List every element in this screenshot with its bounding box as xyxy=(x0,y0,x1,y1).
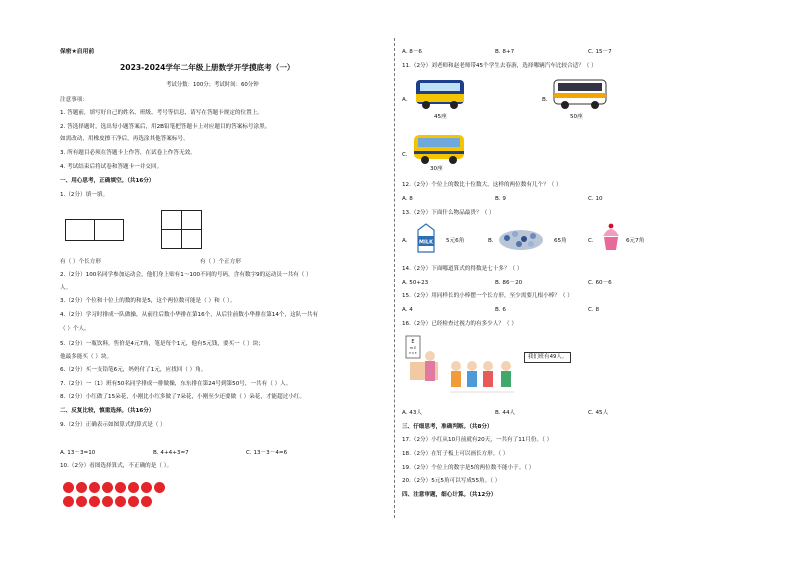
exam-meta: 考试分数：100分；考试时间：60分钟 xyxy=(166,82,259,88)
bus-a-icon xyxy=(414,76,466,110)
q14-option-a: A. 50+23 xyxy=(402,280,429,286)
secret-label: 保密★启用前 xyxy=(60,49,95,55)
price-c: 6元7角 xyxy=(626,238,645,244)
q15-option-a: A. 4 xyxy=(402,307,413,313)
question-7: 7.（2分）一（1）班有50名同学排成一排做操，东东排在第24号到第50号，一共有（ ）人。 xyxy=(60,381,292,387)
question-12: 12.（2分）个位上的数比十位数大，这样的两位数有几个？（ ） xyxy=(402,182,562,188)
q1-blank-b: 有（ ）个正方形 xyxy=(200,259,241,265)
bus-b-icon xyxy=(552,76,608,110)
q12-option-b: B. 9 xyxy=(495,196,506,202)
q13-label-c: C. xyxy=(588,238,594,244)
question-13: 13.（2分）下面什么物品最贵？（ ） xyxy=(402,210,495,216)
candy-pile-icon xyxy=(497,224,545,252)
exam-title: 2023-2024学年二年级上册数学开学摸底考（一） xyxy=(120,63,295,72)
milk-carton-icon xyxy=(414,222,438,254)
price-a: 5元6角 xyxy=(446,238,465,244)
bus-b-seats: 50座 xyxy=(570,114,583,120)
section-1-heading: 一、用心思考，正确填空。（共16分） xyxy=(60,178,155,184)
q16-option-a: A. 43人 xyxy=(402,410,422,416)
question-2: 2.（2分）100名同学参加运动会，他们身上贴有1～100不同的号码，含有数字9的运动员一共有（ ） xyxy=(60,272,312,278)
q16-option-b: B. 44人 xyxy=(495,410,516,416)
q9-option-a: A. 13－3=10 xyxy=(60,450,96,456)
question-15: 15.（2分）用同样长的小棒摆一个长方形，至少需要几根小棒？（ ） xyxy=(402,293,573,299)
cupcake-icon xyxy=(600,222,622,252)
question-19: 19.（2分）个位上的数字是5的两位数不能小于。（ ） xyxy=(402,465,535,471)
q10-option-b: B. 8+7 xyxy=(495,49,515,55)
q13-label-b: B. xyxy=(488,238,494,244)
q11-label-b: B. xyxy=(542,97,548,103)
bus-a-seats: 45座 xyxy=(434,114,447,120)
q11-label-c: C. xyxy=(402,152,408,158)
eye-test-illustration xyxy=(402,334,532,400)
question-4: 4.（2分）学习时排成一队做操，从前往后数小华排在第16个，从后往前数小华排在第14个，这队一共有 xyxy=(60,312,319,318)
question-16: 16.（2分）已经检查过视力的有多少人？（ ） xyxy=(402,321,517,327)
svg-text:MILK: MILK xyxy=(419,239,433,246)
q14-option-b: B. 86－20 xyxy=(495,280,523,286)
question-5: 5.（2分）一瓶饮料，售价是4元7角，笔是每个1元，他有5元钱，要买一（ ）块； xyxy=(60,341,264,347)
q10-option-c: C. 15－7 xyxy=(588,49,612,55)
section-4-heading: 四、注意审题，细心计算。（共12分） xyxy=(402,492,497,498)
q10-option-a: A. 8－6 xyxy=(402,49,422,55)
q13-label-a: A. xyxy=(402,238,408,244)
q16-option-c: C. 45人 xyxy=(588,410,609,416)
note-item: 3. 所有题目必须在答题卡上作答，在试卷上作答无效。 xyxy=(60,150,196,156)
notes-heading: 注意事项： xyxy=(60,97,88,103)
q9-option-b: B. 4+4+3=7 xyxy=(153,450,189,456)
note-item: 2. 答选择题时，选出每小题答案后，用2B铅笔把答题卡上对应题目的答案标号涂黑。 xyxy=(60,124,271,130)
question-1: 1.（2分）填一填。 xyxy=(60,192,109,198)
q1-blank-a: 有（ ）个长方形 xyxy=(60,259,101,265)
bus-c-seats: 30座 xyxy=(430,166,443,172)
q14-option-c: C. 60－6 xyxy=(588,280,612,286)
question-20: 20.（2分）5元5角可以写成55角。（ ） xyxy=(402,478,501,484)
note-item: 1. 答题前，填写好自己的姓名、班级、考号等信息，请写在答题卡规定的位置上。 xyxy=(60,110,263,116)
column-divider xyxy=(394,38,395,518)
q15-option-b: B. 6 xyxy=(495,307,506,313)
svg-text:E m E: E m E xyxy=(409,352,417,355)
q11-label-a: A. xyxy=(402,97,408,103)
section-3-heading: 三、仔细思考，准确判断。（共8分） xyxy=(402,424,493,430)
question-14: 14.（2分）下面哪道算式的得数是七十多？（ ） xyxy=(402,266,523,272)
note-item: 4. 考试结束后将试卷和答题卡一并交回。 xyxy=(60,164,163,170)
note-item: 如需改动，用橡皮擦干净后，再选涂其他答案标号。 xyxy=(60,136,189,142)
question-3: 3.（2分）个位和十位上的数的和是5，这个两位数可能是（ ）和（ ）。 xyxy=(60,298,236,304)
question-8: 8.（2分）小红做了15朵花，小刚比小红多做了7朵花，小刚至少还要做（ ）朵花，才能超过小红。 xyxy=(60,394,306,400)
question-5-cont: 他最多能买（ ）块。 xyxy=(60,354,113,360)
question-2-cont: 人。 xyxy=(60,285,72,291)
q12-option-c: C. 10 xyxy=(588,196,603,202)
question-17: 17.（2分）小红从10月前就有20天，一共有了11月份。（ ） xyxy=(402,437,553,443)
q15-option-c: C. 8 xyxy=(588,307,600,313)
q9-option-c: C. 13－3－4=6 xyxy=(246,450,288,456)
question-4-cont: （ ）个人。 xyxy=(60,326,90,332)
question-11: 11.（2分）刘老师和赵老师带45个学生去春游，选择哪辆汽车比较合适？（ ） xyxy=(402,63,597,69)
question-10: 10.（2分）看图选择算式，不正确的是（ ）。 xyxy=(60,463,173,469)
question-6: 6.（2分）买一支铅笔6元，妈妈付了1元，应找回（ ）角。 xyxy=(60,367,207,373)
price-b: 65角 xyxy=(554,238,567,244)
bus-c-icon xyxy=(412,131,466,165)
svg-text:E: E xyxy=(411,339,415,345)
question-18: 18.（2分）在钉子板上可以画长方形。（ ） xyxy=(402,451,509,457)
q12-option-a: A. 8 xyxy=(402,196,413,202)
question-9: 9.（2分）正确表示如图算式的算式是（ ） xyxy=(60,422,166,428)
speech-bubble: 我们班有49人。 xyxy=(524,352,571,363)
section-2-heading: 二、反复比较，慎重选择。（共16分） xyxy=(60,408,155,414)
svg-text:m E: m E xyxy=(409,346,417,350)
